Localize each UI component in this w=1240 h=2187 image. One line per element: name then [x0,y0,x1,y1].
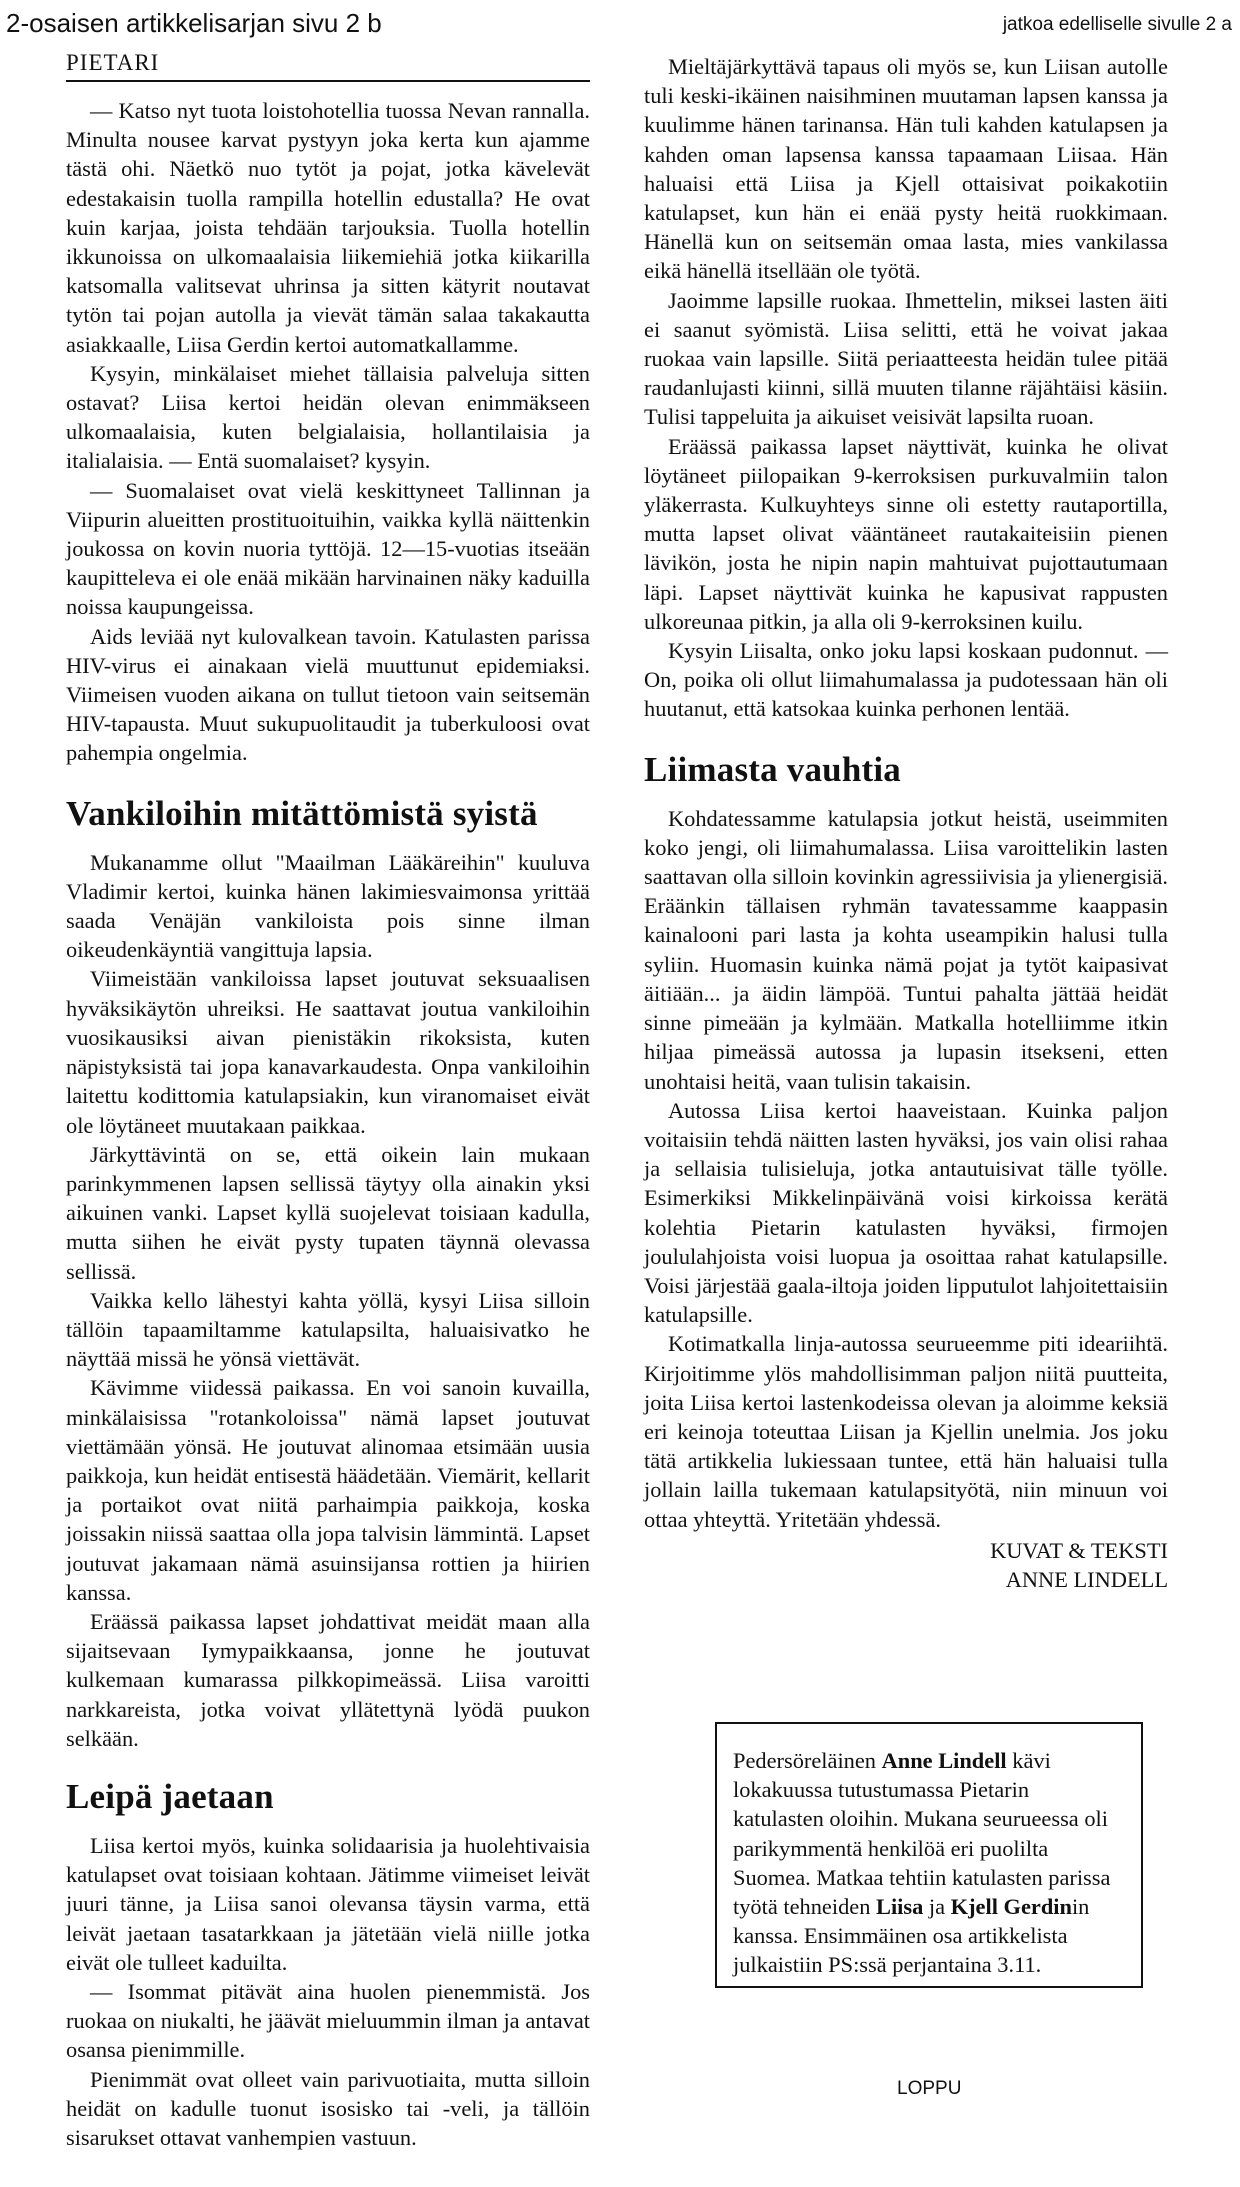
author-name: ANNE LINDELL [1005,1566,1168,1592]
paragraph: — Katso nyt tuota loistohotellia tuossa Nevan rannalla. Minulta nousee karvat pystyyn joka kerta kun ajamme tästä ohi. Näetkö nuo tytöt ja pojat, jotka kävelevät edestakaisin tuolla rampilla hotellin edustalla? He ovat kuin karjaa, joista tehdään tarjouksia. Tuolla hotellin ikkunoissa on ulkomaalaisia liikemiehiä jotka kiikarilla katsomalla valitsevat uhrinsa ja sitten kätyrit noutavat tytön tai pojan autolla ja vievät tämän salaa takakautta asiakkaalle, Liisa Gerdin kertoi automatkallamme. [66,98,590,357]
paragraph: Järkyttävintä on se, että oikein lain mukaan parinkymmenen lapsen sellissä täytyy olla ainakin yksi aikuinen vanki. Lapset kyllä suojelevat toisiaan kadulla, mutta siihen he eivät pysty tupaten täynnä olevassa sellissä. [66,1141,590,1284]
paragraph: Kohdatessamme katulapsia jotkut heistä, useimmiten koko jengi, oli liimahumalassa. Liisa varoittelikin lasten saattavan olla silloin kovinkin agressiivisia ja ylienergisiä. Eräänkin tällaisen ryhmän tavatessamme kaappasin kainalooni pari lasta ja kohta useampikin halusi tulla syliin. Huomasin kuinka nämä pojat ja tytöt kaipasivat äitiään... ja äidin lämpöä. Tuntui pahalta jättää heidät sinne pimeään ja kylmään. Matkalla hotelliimme itkin hiljaa pimeässä autossa ja lupasin itsekseni, etten unohtaisi heitä, vaan tulisin takaisin. [644,805,1168,1094]
section-rule [66,80,590,82]
info-bold-name: Kjell Gerdin [950,1894,1072,1920]
paragraph: Mieltäjärkyttävä tapaus oli myös se, kun Liisan autolle tuli keski-ikäinen naisihminen muutaman lapsen kanssa ja kuulimme hänen tarinansa. Hän tuli kahden katulapsen ja kahden oman lapsensa kanssa tapaamaan Liisaa. Hän haluaisi että Liisa ja Kjell ottaisivat poikakotiin katulapset, kun hän ei enää pysty heitä ruokkimaan. Hänellä kun on seitsemän omaa lasta, mies vankilassa eikä hänellä itsellään ole työtä. [644,54,1168,284]
paragraph: Mukanamme ollut "Maailman Lääkäreihin" kuuluva Vladimir kertoi, kuinka hänen lakimiesvaimonsa yrittää saada Venäjän vankiloista pois sinne ilman oikeudenkäyntiä vangittuja lapsia. [66,849,590,963]
paragraph: Jaoimme lapsille ruokaa. Ihmettelin, miksei lasten äiti ei saanut syömistä. Liisa selitti, että he voivat jakaa ruokaa vain lapsille. Siitä periaatteesta heidän tulee pitää raudanlujasti kiinni, sillä muuten tilanne räjähtäisi käsiin. Tulisi tappeluita ja aikuiset veisivät lapsilta ruoan. [644,287,1168,430]
end-label: LOPPU [897,2078,962,2099]
info-text: in kanssa. Ensimmäinen osa artikkelista julkaistiin PS:ssä perjantaina 3.11. [733,1894,1090,1978]
paragraph: Eräässä paikassa lapset näyttivät, kuinka he olivat löytäneet piilopaikan 9-kerroksisen purkuvalmiin talon yläkerrasta. Kulkuyhteys sinne oli estetty rautaportilla, mutta lapset olivat vääntäneet rautakaiteisiin pienen lävikön, josta he nipin napin mahtuivat pujottautumaan läpi. Lapset näyttivät kuinka he kapusivat rappusten ulkoreunaa pitkin, ja alla oli 9-kerroksinen kuilu. [644,433,1168,634]
paragraph: Kysyin, minkälaiset miehet tällaisia palveluja sitten ostavat? Liisa kertoi heidän olevan enimmäkseen ulkomaalaisia, kuten belgialaisia, hollantilaisia ja italialaisia. — Entä suomalaiset? kysyin. [66,360,590,474]
info-text: Pedersöreläinen [733,1748,882,1773]
info-text: ja [923,1894,951,1920]
paragraph: Liisa kertoi myös, kuinka solidaarisia ja huolehtivaisia katulapset ovat toisiaan kohtaan. Jätimme viimeiset leivät juuri tänne, ja Liisa sanoi olevansa täysin varma, että leivät jaetaan tasatarkkaan ja jätetään vielä niille jotka eivät ole tulleet kaduilta. [66,1832,590,1975]
paragraph: Autossa Liisa kertoi haaveistaan. Kuinka paljon voitaisiin tehdä näitten lasten hyväksi, jos vain olisi rahaa ja sellaisia tulisieluja, jotka antautuisivat tälle työlle. Esimerkiksi Mikkelinpäivänä voisi kirkoissa kerätä kolehtia Pietarin katulasten hyväksi, firmojen joululahjoista voisi luopua ja osoittaa rahat katulapsille. Voisi järjestää gaala-iltoja joiden lipputulot lahjoitettaisiin katulapsille. [644,1097,1168,1328]
credits-line: KUVAT & TEKSTI [990,1537,1168,1563]
paragraph: — Isommat pitävät aina huolen pienemmistä. Jos ruokaa on niukalti, he jäävät mieluummin ilman ja antavat osansa pienimmille. [66,1978,590,2063]
info-bold-name: Anne Lindell [881,1748,1007,1773]
paragraph: Kävimme viidessä paikassa. En voi sanoin kuvailla, minkälaisissa "rotankoloissa" nämä lapset joutuvat viettämään yönsä. He joutuvat alinomaa etsimään uusia paikkoja, kun heidät entisestä häädetään. Viemärit, kellarit ja portaikot ovat niitä parhaimpia paikkoja, koska joissakin niissä saattaa olla jopa talvisin lämmintä. Lapset joutuvat jakamaan nämä asuinsijansa rottien ja hiirien kanssa. [66,1375,590,1605]
subheading-vankiloihin: Vankiloihin mitättömistä syistä [66,793,538,833]
paragraph: Kotimatkalla linja-autossa seurueemme piti ideariihtä. Kirjoitimme ylös mahdollisimman paljon niitä puutteita, joita Liisa kertoi lastenkodeissa olevan ja aloimme keksiä eri keinoja toteuttaa Liisan ja Kjellin unelmia. Jos joku tätä artikkelia lukiessaan tuntee, että hän haluaisi tulla jollain lailla tukemaan katulapsityötä, niin minuun voi ottaa yhteyttä. Yritetään yhdessä. [644,1331,1168,1532]
series-title: 2-osaisen artikkelisarjan sivu 2 b [6,8,382,38]
info-text: kävi lokakuussa tutustumassa Pietarin katulasten oloihin. Mukana seurueessa oli parikymmentä henkilöä eri puolilta Suomea. Matkaa tehtiin katulasten parissa työtä tehneiden [733,1748,1111,1920]
subheading-liimasta-vauhtia: Liimasta vauhtia [644,749,901,789]
info-box [715,1722,1143,1988]
section-label: PIETARI [66,50,160,75]
paragraph: Pienimmät ovat olleet vain parivuotiaita, mutta silloin heidät on kadulle tuonut isosisko tai -veli, ja tällöin sisarukset ottavat vanhempien vastuun. [66,2066,590,2150]
continuation-note: jatkoa edelliselle sivulle 2 a [1002,14,1232,35]
left-column [66,96,590,2152]
paragraph: Vaikka kello lähestyi kahta yöllä, kysyi Liisa silloin tällöin tapaamiltamme katulapsilta, haluaisivatko he näyttää missä he yönsä viettävät. [66,1287,590,1372]
paragraph: Aids leviää nyt kulovalkean tavoin. Katulasten parissa HIV-virus ei ainakaan vielä muuttunut epidemiaksi. Viimeisen vuoden aikana on tullut tietoon vain seitsemän HIV-tapausta. Muut sukupuolitaudit ja tuberkuloosi ovat pahempia ongelmia. [66,623,590,766]
subheading-leipa-jaetaan: Leipä jaetaan [66,1776,274,1816]
paragraph: Kysyin Liisalta, onko joku lapsi koskaan pudonnut. — On, poika oli ollut liimahumalassa ja pudotessaan hän oli huutanut, että katsokaa kuinka perhonen lentää. [644,638,1168,722]
paragraph: Eräässä paikassa lapset johdattivat meidät maan alla sijaitsevaan Iymypaikkaansa, jonne he joutuvat kulkemaan kumarassa pilkkopimeässä. Liisa varoitti narkkareista, jotka voivat yllätettynä lyödä puukon selkään. [66,1608,590,1751]
right-column [644,52,1168,1594]
paragraph: Viimeistään vankiloissa lapset joutuvat seksuaalisen hyväksikäytön uhreiksi. He saattavat joutua vankiloihin vuosikausiksi aivan pienistäkin rikoksista, kuten näpistyksistä tai jopa kanavarkaudesta. Onpa vankiloihin laitettu kodittomia katulapsiakin, kun viranomaiset eivät ole löytäneet muutakaan paikkaa. [66,966,590,1138]
paragraph: — Suomalaiset ovat vielä keskittyneet Tallinnan ja Viipurin alueitten prostituoituihin, vaikka kyllä näittenkin joukossa on kovin nuoria tyttöjä. 12—15-vuotias itseään kaupitteleva ei ole enää mikään harvinainen näky kaduilla noissa kaupungeissa. [66,477,590,620]
info-bold-name: Liisa [876,1894,924,1920]
byline [644,1536,1168,1594]
